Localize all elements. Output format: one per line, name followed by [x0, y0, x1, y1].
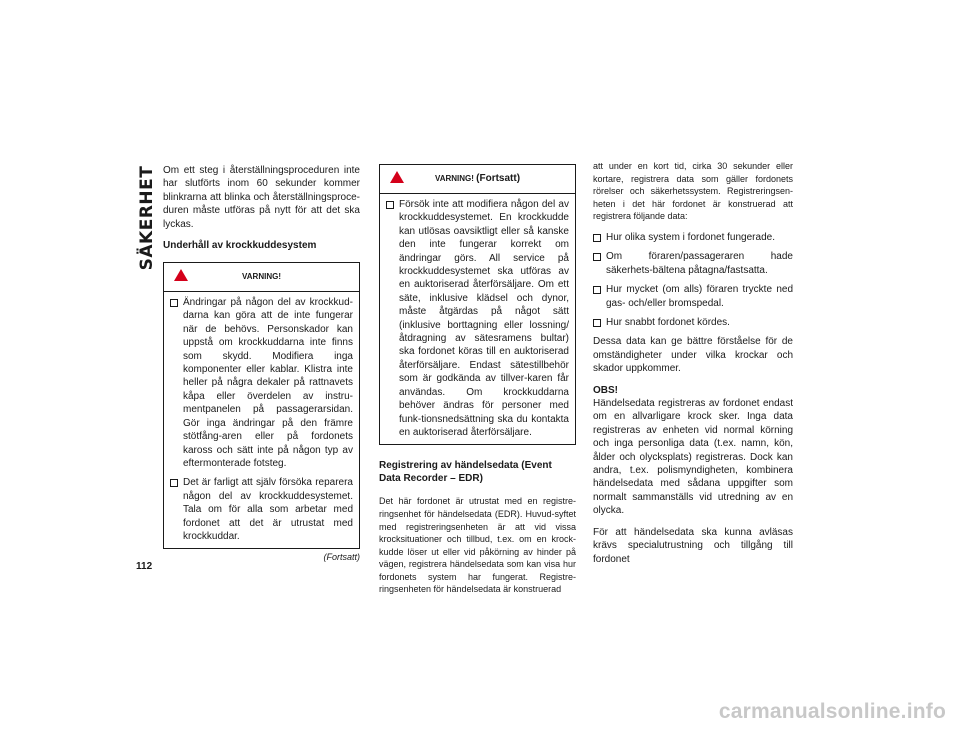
continued-label: (Fortsatt)	[323, 552, 360, 563]
bullet-box-icon	[593, 319, 601, 327]
list-item: Hur mycket (om alls) föraren tryckte ned gas- och/eller bromspedal.	[593, 283, 793, 310]
section-heading: Registrering av händelsedata (Event Data Recorder – EDR)	[379, 460, 552, 485]
bullet-box-icon	[593, 286, 601, 294]
page-number: 112	[136, 561, 153, 572]
bullet-box-icon	[170, 299, 178, 307]
list-item: Hur olika system i fordonet fungerade.	[593, 231, 793, 244]
list-item: Hur snabbt fordonet kördes.	[593, 316, 793, 329]
warning-header	[164, 263, 359, 292]
warning-title: VARNING!	[434, 174, 474, 184]
note-paragraph: Händelsedata registreras av fordonet endast om en allvarligare krock sker. Inga data registreras av enheten vid normal körning och inga personliga data (t.ex. namn, kön, ålder och olycksplats) registreras. Dock kan andra, t.ex. polismyndigheten, kombinera händelsedata med sådana uppgifter som normalt sammanställs vid utredning av en olycka.	[593, 398, 793, 517]
bullet-box-icon	[386, 201, 394, 209]
column-1	[163, 164, 360, 565]
column-2	[379, 164, 576, 604]
column-3	[593, 160, 793, 574]
section-heading: Underhåll av krockkuddesystem	[163, 240, 317, 252]
warning-triangle-icon	[174, 269, 188, 281]
body-paragraph: Det här fordonet är utrustat med en registre-ringsenhet för händelsedata (EDR). Huvud-syftet med registreringsenheten är att vid vissa krocksituationer och tillbud, t.ex. om en krock-kudde löser ut eller vid påkörning av hinder på vägen, registrera händelsedata som kan visa hur fordonets system har fungerat. Registre-ringsenheten för händelsedata är konstruerad	[379, 496, 576, 595]
warning-item: Försök inte att modifiera någon del av krockkuddesystemet. En krockkudde kan utlösas oavsiktligt eller så kanske den inte fungerar korrekt om ändringar görs. All service på krockkuddesystemet ska utföras av en auktoriserad återförsäljare. Om ett säte, inklusive klädsel och dynor, måste åtgärdas på något sätt (inklusive borttagning eller lossning/åtdragning av sätesramens bultar) ska fordonet köras till en auktoriserad återförsäljare. Endast sätestillbehör som är godkända av tillver-karen får användas. Om krockkuddarna behöver ändras för personer med funk-tionsnedsättning ska du kontakta en auktoriserad återförsäljare.	[386, 198, 569, 439]
warning-triangle-icon	[390, 171, 404, 183]
section-title: SÄKERHET	[137, 165, 157, 271]
bullet-box-icon	[593, 253, 601, 261]
body-paragraph: Dessa data kan ge bättre förståelse för de omständigheter under vilka krockar och skador uppkommer.	[593, 336, 793, 375]
warning-continued: (Fortsatt)	[476, 173, 521, 185]
intro-paragraph: Om ett steg i återställningsproceduren inte har slutförts inom 60 sekunder kommer blinkrarna att blinka och återställningsproce-duren måste utföras på nytt för att det ska lyckas.	[163, 165, 360, 230]
intro-paragraph: att under en kort tid, cirka 30 sekunder eller kortare, registrera data som gäller fordonets rörelser och säkerhetssystem. Registreringsen-heten i det här fordonet är konstruerad att registrera följande data:	[593, 161, 793, 222]
warning-box	[163, 262, 360, 549]
warning-header	[380, 165, 575, 194]
bullet-box-icon	[170, 479, 178, 487]
warning-title: VARNING!	[242, 272, 281, 282]
section-tab	[136, 165, 158, 271]
warning-item: Ändringar på någon del av krockkud-darna kan göra att de inte fungerar när de behövs. Personskador kan uppstå om krockkuddarna inte finns som skydd. Modifiera inga komponenter eller kablar. Klistra inte heller på några dekaler på rattnavets kåpa eller överdelen av instru-mentpanelen på passagerarsidan. Gör inga ändringar på den främre stötfång-aren eller på fordonets kaross och sätt inte på någon typ av eftermonterade fotsteg.	[170, 296, 353, 470]
list-item: Om föraren/passageraren hade säkerhets-bältena påtagna/fastsatta.	[593, 250, 793, 277]
warning-item: Det är farligt att själv försöka reparera någon del av krockkuddesystemet. Tala om för alla som arbetar med fordonet att det är utrustat med krockkuddar.	[170, 476, 353, 543]
note-label: OBS!	[593, 384, 618, 396]
warning-box-continued	[379, 164, 576, 445]
watermark: carmanualsonline.info	[718, 700, 946, 723]
bullet-box-icon	[593, 234, 601, 242]
body-paragraph: För att händelsedata ska kunna avläsas krävs specialutrustning och tillgång till fordonet	[593, 526, 793, 565]
